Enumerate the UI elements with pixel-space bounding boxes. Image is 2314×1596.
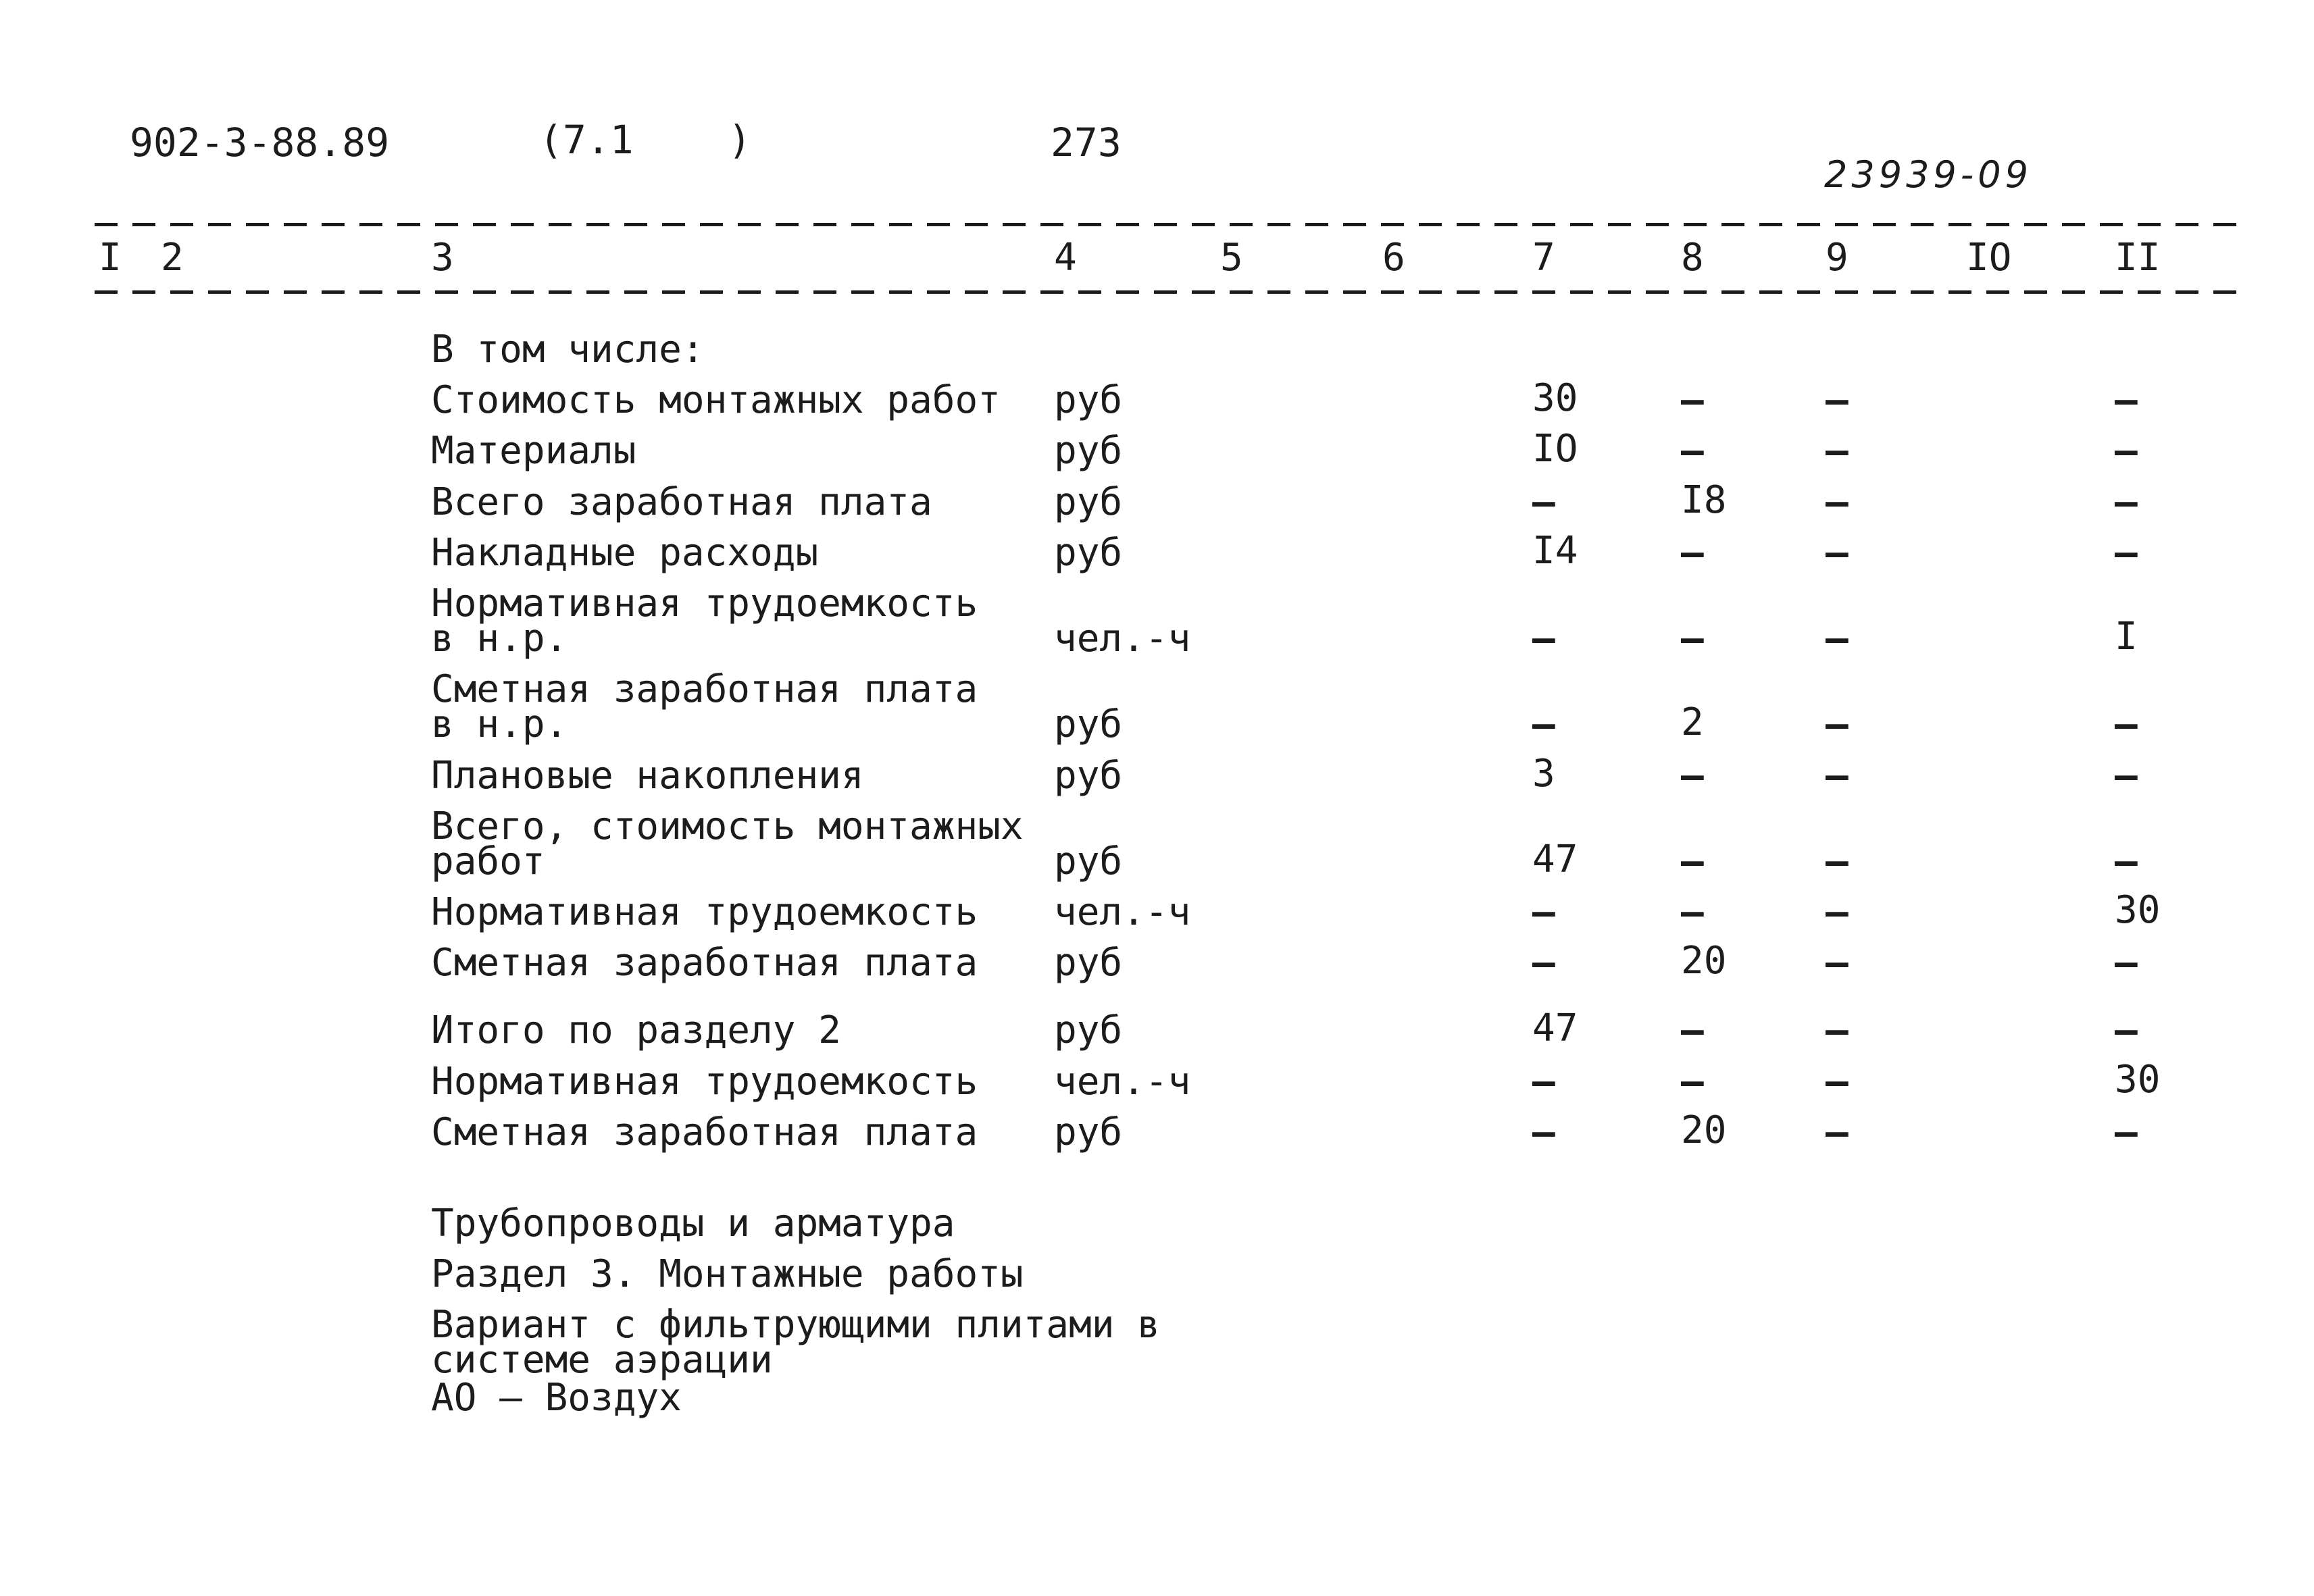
row-value-col9: – [1826, 429, 1848, 473]
row-value-col11: – [2115, 941, 2138, 985]
row-value-col11: – [2115, 378, 2138, 422]
row-unit: руб [1054, 378, 1123, 422]
row-label: Сметная заработная плата [431, 667, 978, 711]
row-value-col9: – [1826, 617, 1848, 661]
row-label: Нормативная трудоемкость [431, 582, 978, 625]
section-heading: Раздел 3. Монтажные работы [431, 1252, 1024, 1296]
col-header-6: 6 [1382, 236, 1405, 280]
variant-description: Вариант с фильтрующими плитами в [431, 1303, 1160, 1347]
col-header-10: IO [1966, 236, 2012, 280]
album-reference: (7.1 ) [539, 117, 752, 163]
row-label: Плановые накопления [431, 754, 864, 798]
col-header-8: 8 [1681, 236, 1704, 280]
row-value-col7: IO [1532, 427, 1578, 471]
row-value-col7: – [1532, 941, 1555, 985]
row-unit: руб [1054, 840, 1123, 883]
row-value-col8: I8 [1681, 478, 1727, 522]
row-value-col8: – [1681, 378, 1704, 422]
system-label: АО – Воздух [431, 1376, 682, 1420]
row-label: Всего, стоимость монтажных [431, 804, 1024, 848]
row-value-col9: – [1826, 754, 1848, 798]
row-value-col9: – [1826, 480, 1848, 524]
row-value-col8: – [1681, 531, 1704, 575]
row-value-col8: 2 [1681, 700, 1704, 744]
row-value-col7: – [1532, 890, 1555, 934]
col-header-11: II [2115, 236, 2161, 280]
row-value-col11: – [2115, 480, 2138, 524]
row-value-col8: 20 [1681, 939, 1727, 983]
row-value-col7: – [1532, 1110, 1555, 1154]
page-number: 273 [1051, 120, 1122, 165]
row-label: Накладные расходы [431, 531, 819, 575]
row-value-col7: 3 [1532, 752, 1555, 796]
row-value-col7: – [1532, 480, 1555, 524]
col-header-7: 7 [1532, 236, 1555, 280]
row-value-col9: – [1826, 531, 1848, 575]
row-value-col9: – [1826, 378, 1848, 422]
row-value-col8: – [1681, 890, 1704, 934]
row-value-col9: – [1826, 941, 1848, 985]
row-unit: руб [1054, 702, 1123, 746]
row-value-col7: 47 [1532, 1006, 1578, 1050]
col-header-2: 2 [161, 236, 184, 280]
row-value-col8: – [1681, 754, 1704, 798]
row-value-col7: 30 [1532, 376, 1578, 420]
row-unit: руб [1054, 754, 1123, 798]
row-label-continuation: в н.р. [431, 702, 568, 746]
col-header-3: 3 [431, 236, 454, 280]
row-value-col7: – [1532, 702, 1555, 746]
row-value-col11: – [2115, 840, 2138, 883]
header-bottom-rule [95, 290, 2243, 294]
col-header-9: 9 [1826, 236, 1848, 280]
row-value-col11: – [2115, 754, 2138, 798]
row-unit: руб [1054, 941, 1123, 985]
row-value-col7: I4 [1532, 529, 1578, 573]
handwritten-number: 23939-09 [1824, 153, 2032, 196]
row-value-col9: – [1826, 1008, 1848, 1052]
row-label: Материалы [431, 429, 636, 473]
row-label: В том числе: [431, 328, 705, 371]
row-label: Нормативная трудоемкость [431, 1060, 978, 1104]
row-unit: чел.-ч [1054, 1060, 1191, 1104]
row-value-col9: – [1826, 1060, 1848, 1104]
row-label: Сметная заработная плата [431, 941, 978, 985]
section-title: Трубопроводы и арматура [431, 1202, 955, 1245]
row-label: Нормативная трудоемкость [431, 890, 978, 934]
row-value-col8: – [1681, 1008, 1704, 1052]
row-label: Сметная заработная плата [431, 1110, 978, 1154]
document-code: 902-3-88.89 [130, 120, 390, 165]
row-value-col8: – [1681, 429, 1704, 473]
row-label: Всего заработная плата [431, 480, 932, 524]
row-value-col9: – [1826, 890, 1848, 934]
row-value-col11: I [2115, 615, 2138, 659]
row-value-col8: – [1681, 840, 1704, 883]
row-value-col7: – [1532, 1060, 1555, 1104]
col-header-5: 5 [1220, 236, 1243, 280]
row-value-col9: – [1826, 840, 1848, 883]
row-value-col11: – [2115, 702, 2138, 746]
row-label: Стоимость монтажных работ [431, 378, 1001, 422]
row-value-col11: – [2115, 1110, 2138, 1154]
row-value-col8: – [1681, 1060, 1704, 1104]
row-unit: руб [1054, 1110, 1123, 1154]
row-value-col7: – [1532, 617, 1555, 661]
header-top-rule [95, 223, 2243, 226]
row-label-continuation: в н.р. [431, 617, 568, 661]
row-value-col11: – [2115, 429, 2138, 473]
row-unit: руб [1054, 480, 1123, 524]
row-value-col9: – [1826, 702, 1848, 746]
row-value-col8: – [1681, 617, 1704, 661]
row-unit: руб [1054, 1008, 1123, 1052]
row-value-col11: – [2115, 1008, 2138, 1052]
row-value-col11: 30 [2115, 1058, 2161, 1102]
row-unit: чел.-ч [1054, 890, 1191, 934]
row-value-col7: 47 [1532, 838, 1578, 881]
row-value-col8: 20 [1681, 1108, 1727, 1152]
variant-description-continuation: системе аэрации [431, 1338, 773, 1382]
row-unit: руб [1054, 429, 1123, 473]
row-value-col11: – [2115, 531, 2138, 575]
row-value-col11: 30 [2115, 888, 2161, 932]
row-label-continuation: работ [431, 840, 545, 883]
col-header-4: 4 [1054, 236, 1077, 280]
row-unit: руб [1054, 531, 1123, 575]
row-value-col9: – [1826, 1110, 1848, 1154]
col-header-1: I [99, 236, 122, 280]
row-unit: чел.-ч [1054, 617, 1191, 661]
row-label: Итого по разделу 2 [431, 1008, 841, 1052]
